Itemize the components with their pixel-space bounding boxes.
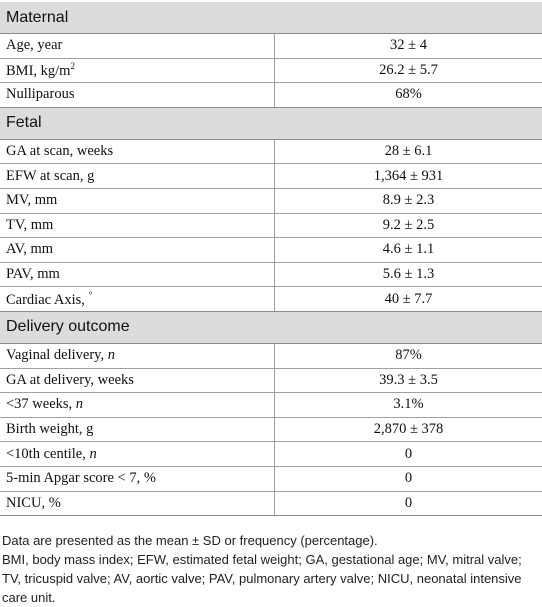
row-value: 0 [275, 466, 542, 491]
row-value: 5.6 ± 1.3 [275, 262, 542, 287]
table-row [0, 58, 542, 83]
row-value: 28 ± 6.1 [275, 139, 542, 164]
table-row [0, 417, 542, 442]
section-title: Maternal [0, 2, 542, 34]
row-label: NICU, % [0, 491, 275, 516]
row-value: 32 ± 4 [275, 34, 542, 59]
row-label [0, 442, 275, 467]
row-label [0, 393, 275, 418]
table-row [0, 368, 542, 393]
row-value: 3.1% [275, 393, 542, 418]
degree-superscript: ° [89, 290, 93, 300]
row-label-italic: n [108, 347, 115, 363]
table-row [0, 343, 542, 368]
row-label: GA at delivery, weeks [0, 368, 275, 393]
table-footnotes [2, 531, 540, 607]
table-row [0, 287, 542, 312]
row-label-text: Vaginal delivery, [6, 347, 108, 363]
row-value: 1,364 ± 931 [275, 164, 542, 189]
row-label: AV, mm [0, 238, 275, 263]
row-value: 39.3 ± 3.5 [275, 368, 542, 393]
row-label: Birth weight, g [0, 417, 275, 442]
row-label-superscript: 2 [70, 61, 75, 71]
row-value: 26.2 ± 5.7 [275, 58, 542, 83]
row-label: Nulliparous [0, 83, 275, 108]
row-value: 87% [275, 343, 542, 368]
row-label: GA at scan, weeks [0, 139, 275, 164]
table-row [0, 491, 542, 516]
section-header-fetal [0, 107, 542, 139]
table-row [0, 213, 542, 238]
section-title: Delivery outcome [0, 311, 542, 343]
footnote-data-presentation: Data are presented as the mean ± SD or frequency (percentage). [2, 531, 540, 550]
row-value: 4.6 ± 1.1 [275, 238, 542, 263]
footnote-abbreviations: BMI, body mass index; EFW, estimated fetal weight; GA, gestational age; MV, mitral valve; TV, tricuspid valve; AV, aortic valve; PAV, pulmonary artery valve; NICU, neonatal intensive care unit. [2, 550, 540, 607]
row-value: 8.9 ± 2.3 [275, 188, 542, 213]
row-label: TV, mm [0, 213, 275, 238]
row-label: 5-min Apgar score < 7, % [0, 466, 275, 491]
row-value: 2,870 ± 378 [275, 417, 542, 442]
row-label-italic: n [76, 396, 83, 412]
section-header-maternal [0, 2, 542, 34]
row-label: PAV, mm [0, 262, 275, 287]
table-row [0, 262, 542, 287]
section-title: Fetal [0, 107, 542, 139]
table-row [0, 393, 542, 418]
row-label: EFW at scan, g [0, 164, 275, 189]
row-label-text: Cardiac Axis, [6, 292, 89, 308]
row-label-text: BMI, kg/m [6, 63, 70, 79]
section-header-delivery-outcome [0, 311, 542, 343]
row-value: 9.2 ± 2.5 [275, 213, 542, 238]
row-value: 68% [275, 83, 542, 108]
row-label-text: <10th centile, [6, 446, 89, 462]
row-label [0, 287, 275, 312]
table-row [0, 188, 542, 213]
row-label: MV, mm [0, 188, 275, 213]
row-label-text: <37 weeks, [6, 396, 76, 412]
row-value: 40 ± 7.7 [275, 287, 542, 312]
table-row [0, 442, 542, 467]
table-row [0, 139, 542, 164]
characteristics-table [0, 2, 542, 516]
table-row [0, 164, 542, 189]
row-value: 0 [275, 442, 542, 467]
table-row [0, 238, 542, 263]
row-label [0, 343, 275, 368]
row-label: Age, year [0, 34, 275, 59]
row-label [0, 58, 275, 83]
row-label-italic: n [89, 446, 96, 462]
table-row [0, 34, 542, 59]
row-value: 0 [275, 491, 542, 516]
table-row [0, 83, 542, 108]
table-row [0, 466, 542, 491]
